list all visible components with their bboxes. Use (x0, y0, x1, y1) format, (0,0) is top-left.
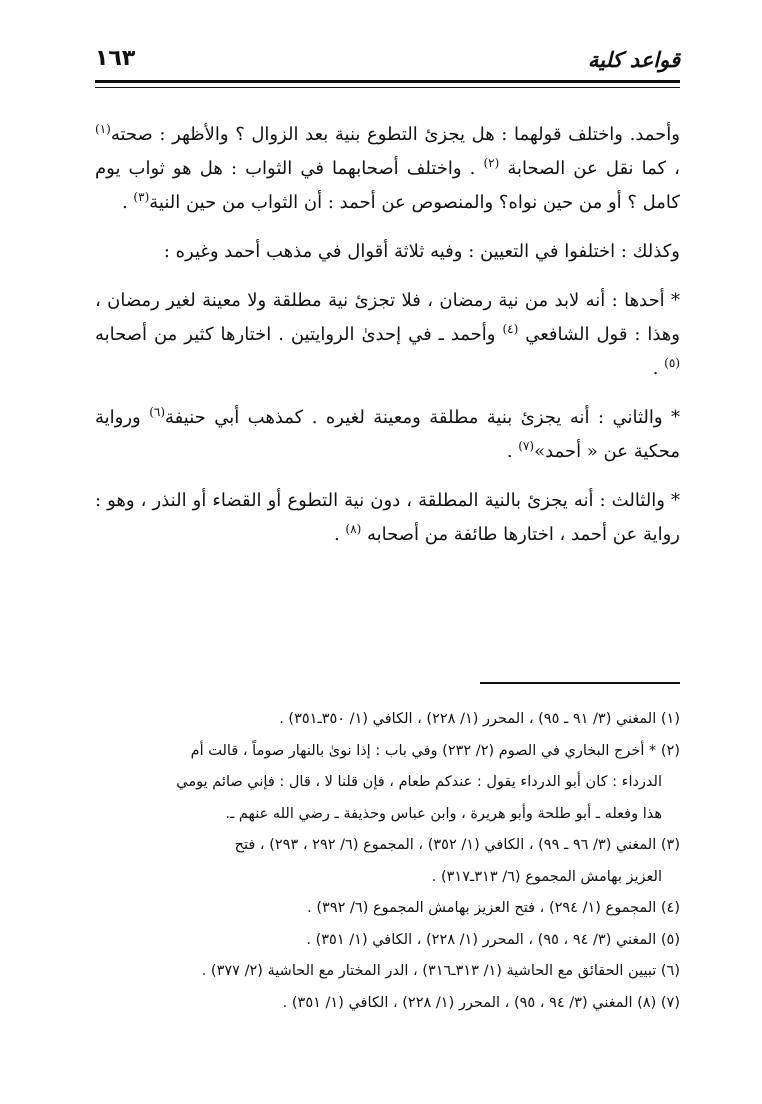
paragraph-1: وأحمد. واختلف قولهما : هل يجزئ التطوع بنية بعد الزوال ؟ والأظهر : صحته$^{(١)}$ ، كما نقل عن الصحابة $^{(٢)}$ . واختلف أصحابهما في الثواب : هل هو ثواب يوم كامل ؟ أو من حين نواه؟ والمنصوص عن أحمد : أن الثواب من حين النية$^{(٣)}$ . (95, 122, 680, 213)
footnote-ref-8[interactable]: (٨) (345, 522, 362, 536)
footnote-ref-6[interactable]: (٦) (149, 405, 166, 419)
footnote-3-line-2: العزيز بهامش المجموع (٦/ ٣١٣ـ٣١٧) . (431, 868, 662, 885)
footnote-ref-1[interactable]: (١) (95, 122, 111, 136)
footnote-5: (٥) المغني (٣/ ٩٤ ، ٩٥) ، المحرر (١/ ٢٢٨) ، الكافي (١/ ٣٥١) . (306, 931, 680, 948)
footnote-3: (٣) المغني (٣/ ٩٦ ـ ٩٩) ، الكافي (١/ ٣٥٢) ، المجموع (٦/ ٢٩٢ ، ٢٩٣) ، فتح (234, 837, 680, 853)
footnote-2-line-2: الدرداء : كان أبو الدرداء يقول : عندكم طعام ، فإن قلنا لا ، قال : فإني صائم يومي (176, 774, 662, 790)
paragraph-2: وكذلك : اختلفوا في التعيين : وفيه ثلاثة أقوال في مذهب أحمد وغيره : (163, 241, 680, 262)
page-number: ١٦٣ (95, 46, 136, 71)
footnote-ref-7[interactable]: (٧) (518, 439, 535, 453)
footnote-ref-3[interactable]: (٣) (133, 190, 150, 204)
footnote-ref-4[interactable]: (٤) (502, 322, 519, 336)
footnote-ref-5[interactable]: (٥) (664, 356, 680, 370)
header-rule-thick (95, 80, 680, 83)
footnote-separator (480, 682, 680, 684)
paragraph-3: * أحدها : أنه لابد من نية رمضان ، فلا تجزئ نية مطلقة ولا معينة لغير رمضان ، وهذا : قول الشافعي $^{(٤)}$ وأحمد ـ في إحدىٰ الروايتين . اختارها كثير من أصحابه $^{(٥)}$ . (95, 290, 680, 379)
footnote-7-8: (٧) (٨) المغني (٣/ ٩٤ ، ٩٥) ، المحرر (١/ ٢٢٨) ، الكافي (١/ ٣٥١) . (282, 994, 680, 1011)
main-text (95, 118, 680, 567)
footnote-ref-2[interactable]: (٢) (483, 156, 500, 170)
footnote-2: (٢) * أخرج البخاري في الصوم (٢/ ٢٣٢) وفي باب : إذا نوىٰ بالنهار صوماً ، قالت أم (190, 742, 680, 759)
footnote-1: (١) المغني (٣/ ٩١ ـ ٩٥) ، المحرر (١/ ٢٢٨) ، الكافي (١/ ٣٥٠ـ٣٥١) . (279, 711, 680, 727)
running-title: قواعد كلية (587, 48, 680, 72)
header-rule-thin (95, 87, 680, 88)
paragraph-5: * والثالث : أنه يجزئ بالنية المطلقة ، دون نية التطوع أو القضاء أو النذر ، وهو : رواية عن أحمد ، اختارها طائفة من أصحابه $^{(٨)}$ . (95, 490, 680, 545)
paragraph-4: * والثاني : أنه يجزئ بنية مطلقة ومعينة لغيره . كمذهب أبي حنيفة$^{(٦)}$ ورواية محكية عن « أحمد»$^{(٧)}$ . (95, 405, 680, 462)
page-header (95, 42, 680, 76)
footnote-4: (٤) المجموع (١/ ٢٩٤) ، فتح العزيز بهامش المجموع (٦/ ٣٩٢) . (307, 900, 680, 916)
footnote-6: (٦) تبيين الحقائق مع الحاشية (١/ ٣١٣ـ٣١٦) ، الدر المختار مع الحاشية (٢/ ٣٧٧) . (201, 963, 680, 979)
footnote-2-line-3: هذا وفعله ـ أبو طلحة وأبو هريرة ، وابن عباس وحذيفة ـ رضي الله عنهم ـ. (225, 805, 662, 822)
footnotes (95, 704, 680, 1019)
